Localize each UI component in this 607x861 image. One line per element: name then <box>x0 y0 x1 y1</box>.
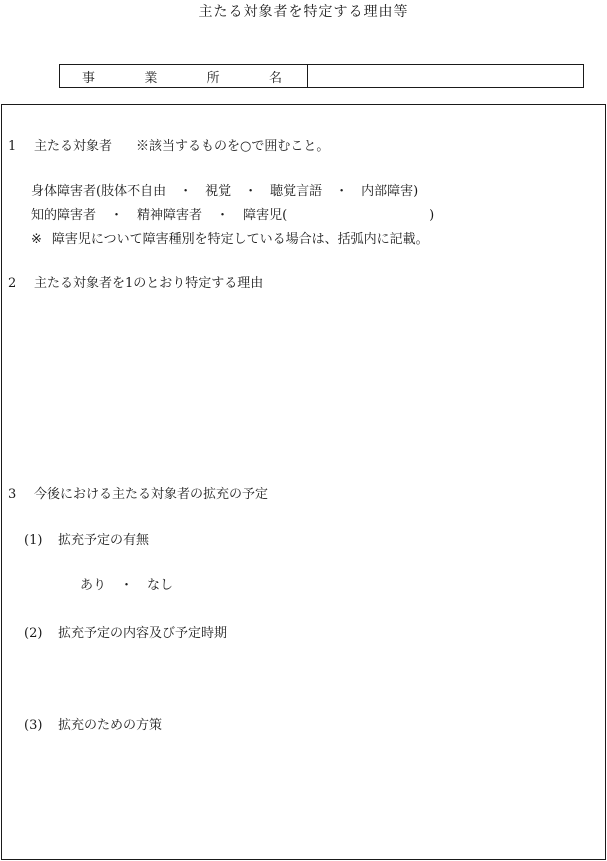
option-separator: ・ <box>120 578 134 593</box>
sub2-heading: 拡充予定の内容及び予定時期 <box>58 626 228 641</box>
option-no[interactable]: なし <box>147 578 174 593</box>
section2-heading: 主たる対象者を1のとおり特定する理由 <box>34 276 264 291</box>
physical-disability-line[interactable]: 身体障害者(肢体不自由 ・ 視覚 ・ 聴覚言語 ・ 内部障害) <box>31 184 419 199</box>
office-label-char: 所 <box>206 70 220 86</box>
section2-number: 2 <box>8 276 17 291</box>
document-title: 主たる対象者を特定する理由等 <box>198 4 409 20</box>
option-separator: ・ <box>110 208 124 223</box>
office-name-field[interactable] <box>308 65 583 87</box>
section3-sub3-row <box>24 714 162 733</box>
office-name-label <box>60 65 308 87</box>
sub1-heading: 拡充予定の有無 <box>58 533 150 548</box>
section1-heading-row <box>8 135 329 154</box>
office-label-char: 名 <box>268 70 282 86</box>
sub1-number: (1) <box>24 533 43 548</box>
option-separator: ・ <box>216 208 230 223</box>
disability-types-row <box>31 204 434 223</box>
disabled-child-close: ) <box>429 208 435 223</box>
office-name-table <box>59 64 584 88</box>
section2-reason-area[interactable] <box>30 296 590 466</box>
section3-sub1-row <box>24 529 149 548</box>
office-label-char: 事 <box>82 70 96 86</box>
section1-instruction: ※該当するものを○で囲むこと。 <box>136 139 330 154</box>
section1-heading: 主たる対象者 <box>34 139 113 154</box>
note-text: 障害児について障害種別を特定している場合は、括弧内に記載。 <box>51 232 429 247</box>
intellectual-disability-option[interactable]: 知的障害者 <box>31 208 97 223</box>
section2-heading-row <box>8 272 263 291</box>
sub3-content-area[interactable] <box>30 737 590 847</box>
section3-heading: 今後における主たる対象者の拡充の予定 <box>34 487 269 502</box>
sub2-number: (2) <box>24 626 43 641</box>
sub3-number: (3) <box>24 718 43 733</box>
section3-heading-row <box>8 483 268 502</box>
sub2-content-area[interactable] <box>30 645 590 703</box>
option-yes[interactable]: あり <box>80 578 107 593</box>
section3-sub2-row <box>24 622 227 641</box>
section3-number: 3 <box>8 487 17 502</box>
disabled-child-option[interactable]: 障害児( <box>243 208 288 223</box>
expansion-options-row <box>80 574 173 593</box>
note-mark: ※ <box>31 232 42 247</box>
office-label-char: 業 <box>144 70 158 86</box>
section1-number: 1 <box>8 139 17 154</box>
section1-note <box>31 228 429 247</box>
mental-disability-option[interactable]: 精神障害者 <box>137 208 203 223</box>
sub3-heading: 拡充のための方策 <box>58 718 163 733</box>
